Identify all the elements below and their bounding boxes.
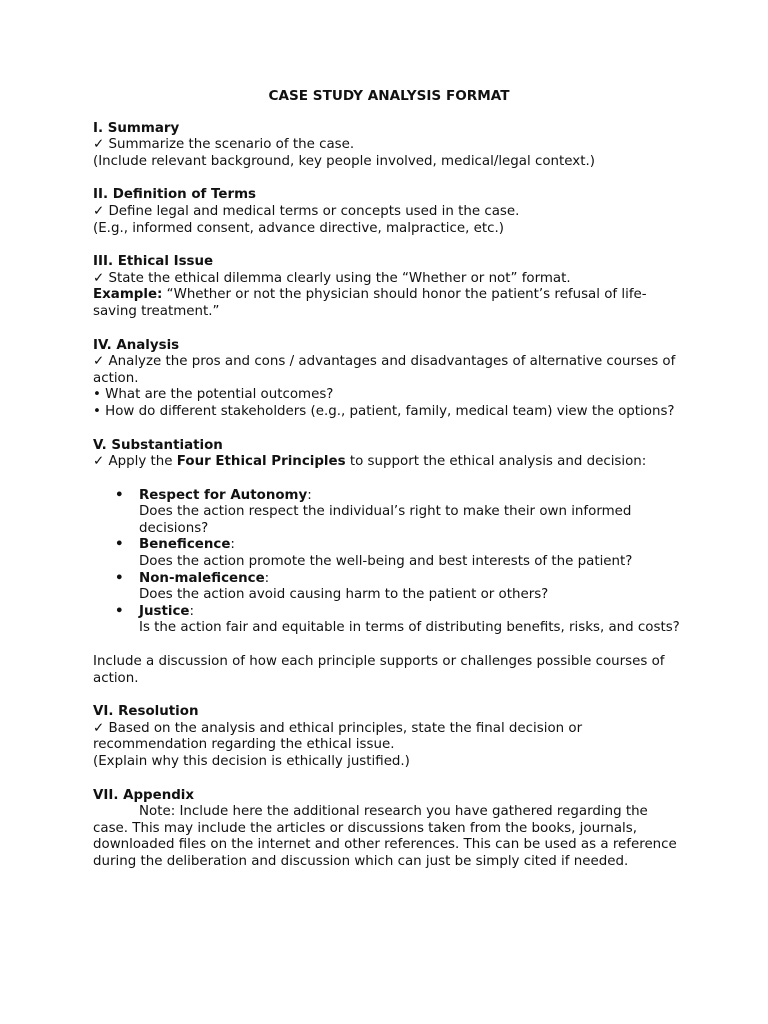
section-definition-of-terms [93,187,683,237]
instruction-line: ✓ Define legal and medical terms or concepts used in the case. [93,203,520,219]
document-title: CASE STUDY ANALYSIS FORMAT [268,88,510,104]
principle-beneficence [93,537,683,570]
section-heading: VI. Resolution [93,704,199,720]
principle-name: Justice [139,603,190,619]
section-appendix [93,788,683,871]
section-heading: II. Definition of Terms [93,187,256,203]
instruction-note: (Explain why this decision is ethically justified.) [93,754,410,769]
principle-colon: : [307,487,312,503]
principle-question: Is the action fair and equitable in terms of distributing benefits, risks, and costs? [139,620,680,636]
section-analysis [93,338,683,421]
appendix-note: Note: Include here the additional research you have gathered regarding the case. This may include the articles or discussions taken from the books, journals, downloaded files on the internet and other references. This can be used as a reference during the deliberation and discussion which can just be simply cited if needed. [93,804,677,869]
principle-name: Respect for Autonomy [139,487,308,503]
intro-text: to support the ethical analysis and decision: [345,454,647,470]
section-heading: VII. Appendix [93,787,195,803]
bullet-icon: • [115,570,124,586]
bullet-line: • What are the potential outcomes? [93,387,334,403]
principle-name: Beneficence [139,537,231,553]
principle-name: Non-maleficence [139,570,265,586]
principle-title [139,571,683,588]
example-text: “Whether or not the physician should honor the patient’s refusal of life-saving treatment.” [93,287,647,319]
document-page [93,88,683,888]
bullet-line: • How do different stakeholders (e.g., patient, family, medical team) view the options? [93,403,675,419]
section-substantiation [93,438,683,638]
principle-justice [93,604,683,637]
instruction-note: (Include relevant background, key people involved, medical/legal context.) [93,153,595,169]
principle-title [139,537,683,554]
instruction-note: (E.g., informed consent, advance directive, malpractice, etc.) [93,220,504,236]
principle-title [139,488,683,505]
principle-non-maleficence [93,571,683,604]
bullet-icon: • [115,487,124,503]
instruction-line: ✓ Analyze the pros and cons / advantages and disadvantages of alternative courses of action. [93,354,676,386]
section-heading: III. Ethical Issue [93,254,214,270]
principle-colon: : [189,603,195,619]
intro-text: ✓ Apply the [93,454,177,470]
section-resolution [93,704,683,770]
instruction-line: ✓ Summarize the scenario of the case. [93,137,355,153]
principle-question: Does the action respect the individual’s right to make their own informed decisions? [139,504,632,536]
instruction-line [93,454,683,471]
substantiation-closing [93,654,683,687]
principle-title [139,604,683,621]
principle-question: Does the action promote the well-being and best interests of the patient? [139,554,633,570]
section-heading: I. Summary [93,120,180,136]
four-principles-label: Four Ethical Principles [176,454,346,470]
instruction-line: ✓ Based on the analysis and ethical principles, state the final decision or recommendation regarding the ethical issue. [93,720,583,753]
section-heading: IV. Analysis [93,337,180,353]
bullet-icon: • [115,603,124,619]
closing-paragraph: Include a discussion of how each principle supports or challenges possible courses of action. [93,654,665,686]
example-label: Example: [93,287,163,303]
principle-colon: : [264,570,270,586]
principle-question: Does the action avoid causing harm to the patient or others? [139,587,549,603]
principle-colon: : [230,537,235,553]
bullet-icon: • [115,537,124,553]
principle-autonomy [93,488,683,538]
section-ethical-issue [93,254,683,320]
instruction-line: ✓ State the ethical dilemma clearly using the “Whether or not” format. [93,270,571,286]
principles-list [93,488,683,637]
example-line [93,287,683,320]
section-heading: V. Substantiation [93,437,223,453]
section-summary [93,121,683,171]
